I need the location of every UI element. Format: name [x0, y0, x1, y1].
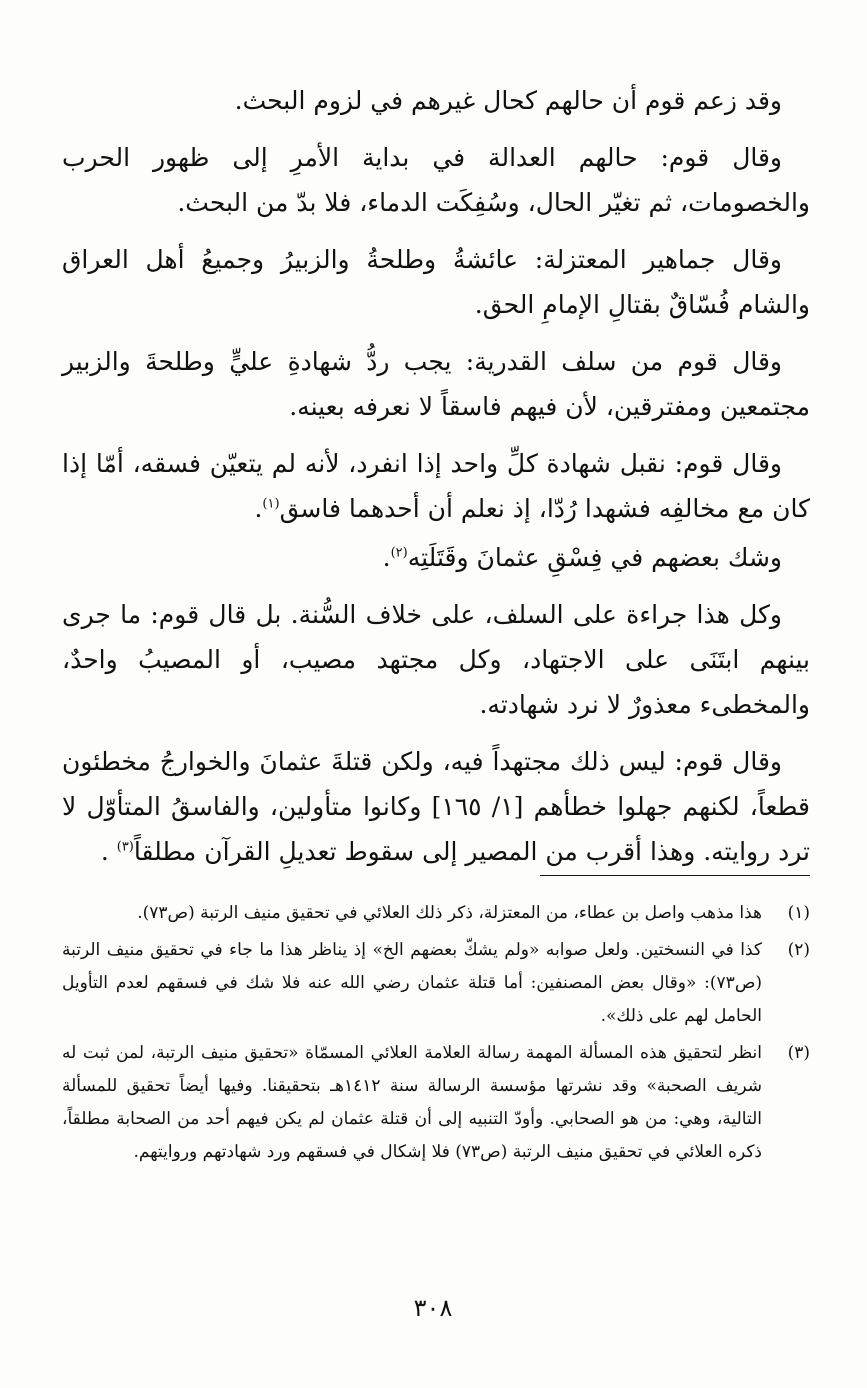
paragraph: وقال جماهير المعتزلة: عائشةُ وطلحةُ والزبيرُ وجميعُ أهل العراق والشام فُسّاقٌ بقتالِ الإمامِ الحق. — [62, 245, 810, 319]
paragraph: وقال قوم: ليس ذلك مجتهداً فيه، ولكن قتلةَ عثمانَ والخوارجُ مخطئون قطعاً، لكنهم جهلوا خطأهم [١/ ١٦٥] وكانوا متأولين، والفاسقُ المتأوّل لا ترد روايته. وهذا أقرب من المصير إلى سقوط تعديلِ القرآن مطلقاً$^{(٣)}$ . — [62, 747, 810, 866]
page-number: ٣٠٨ — [413, 1294, 453, 1322]
footnote — [62, 897, 810, 930]
main-text — [62, 78, 810, 886]
footnotes — [62, 897, 810, 1173]
footnote — [62, 1037, 810, 1169]
paragraph: وقال قوم: حالهم العدالة في بداية الأمرِ إلى ظهور الحرب والخصومات، ثم تغيّر الحال، وسُفِكَت الدماء، فلا بدّ من البحث. — [62, 143, 810, 217]
footnote-ref[interactable]: (٢) — [390, 545, 408, 561]
footnote-number: (٢) — [787, 940, 810, 960]
footnote-text: هذا مذهب واصل بن عطاء، من المعتزلة، ذكر ذلك العلائي في تحقيق منيف الرتبة (ص٧٣). — [137, 903, 762, 923]
footnote-number: (٣) — [787, 1043, 810, 1063]
paragraph: وقال قوم: نقبل شهادة كلِّ واحد إذا انفرد، لأنه لم يتعيّن فسقه، أمّا إذا كان مع مخالفِه فشهدا رُدّا، إذ نعلم أن أحدهما فاسق$^{(١)}$. — [62, 449, 810, 523]
footnote-number: (١) — [787, 903, 810, 923]
paragraph: وكل هذا جراءة على السلف، على خلاف السُّنة. بل قال قوم: ما جرى بينهم ابتَنَى على الاجتهاد، وكل مجتهد مصيب، أو المصيبُ واحدٌ، والمخطىء معذورٌ لا نرد شهادته. — [62, 600, 810, 719]
footnote-ref[interactable]: (٣) — [116, 839, 134, 855]
paragraph: وقال قوم من سلف القدرية: يجب ردُّ شهادةِ عليٍّ وطلحةَ والزبير مجتمعين ومفترقين، لأن فيهم فاسقاً لا نعرفه بعينه. — [62, 347, 810, 421]
footnote-text: كذا في النسختين. ولعل صوابه «ولم يشكّ بعضهم الخ» إذ يناظر هذا ما جاء في تحقيق منيف الرتبة (ص٧٣): «وقال بعض المصنفين: أما قتلة عثمان رضي الله عنه فلا شك في فسقهم لعدم التأويل الحامل لهم على ذلك». — [62, 940, 762, 1026]
footnote — [62, 934, 810, 1033]
footnote-separator — [540, 875, 810, 876]
footnote-text: انظر لتحقيق هذه المسألة المهمة رسالة العلامة العلائي المسمّاة «تحقيق منيف الرتبة، لمن ثبت له شريف الصحبة» وقد نشرتها مؤسسة الرسالة سنة ١٤١٢هـ بتحقيقنا. وفيها أيضاً تحقيق للمسألة التالية، وهي: من هو الصحابي. وأودّ التنبيه إلى أن قتلة عثمان لم يكن فيهم أحد من الصحابة مطلقاً، ذكره العلائي في تحقيق منيف الرتبة (ص٧٣) فلا إشكال في فسقهم ورد شهادتهم وروايتهم. — [62, 1043, 762, 1162]
paragraph: وقد زعم قوم أن حالهم كحال غيرهم في لزوم البحث. — [234, 86, 782, 115]
paragraph: وشك بعضهم في فِسْقِ عثمانَ وقَتَلَتِه$^{(٢)}$. — [382, 543, 782, 572]
footnote-ref[interactable]: (١) — [262, 496, 280, 512]
